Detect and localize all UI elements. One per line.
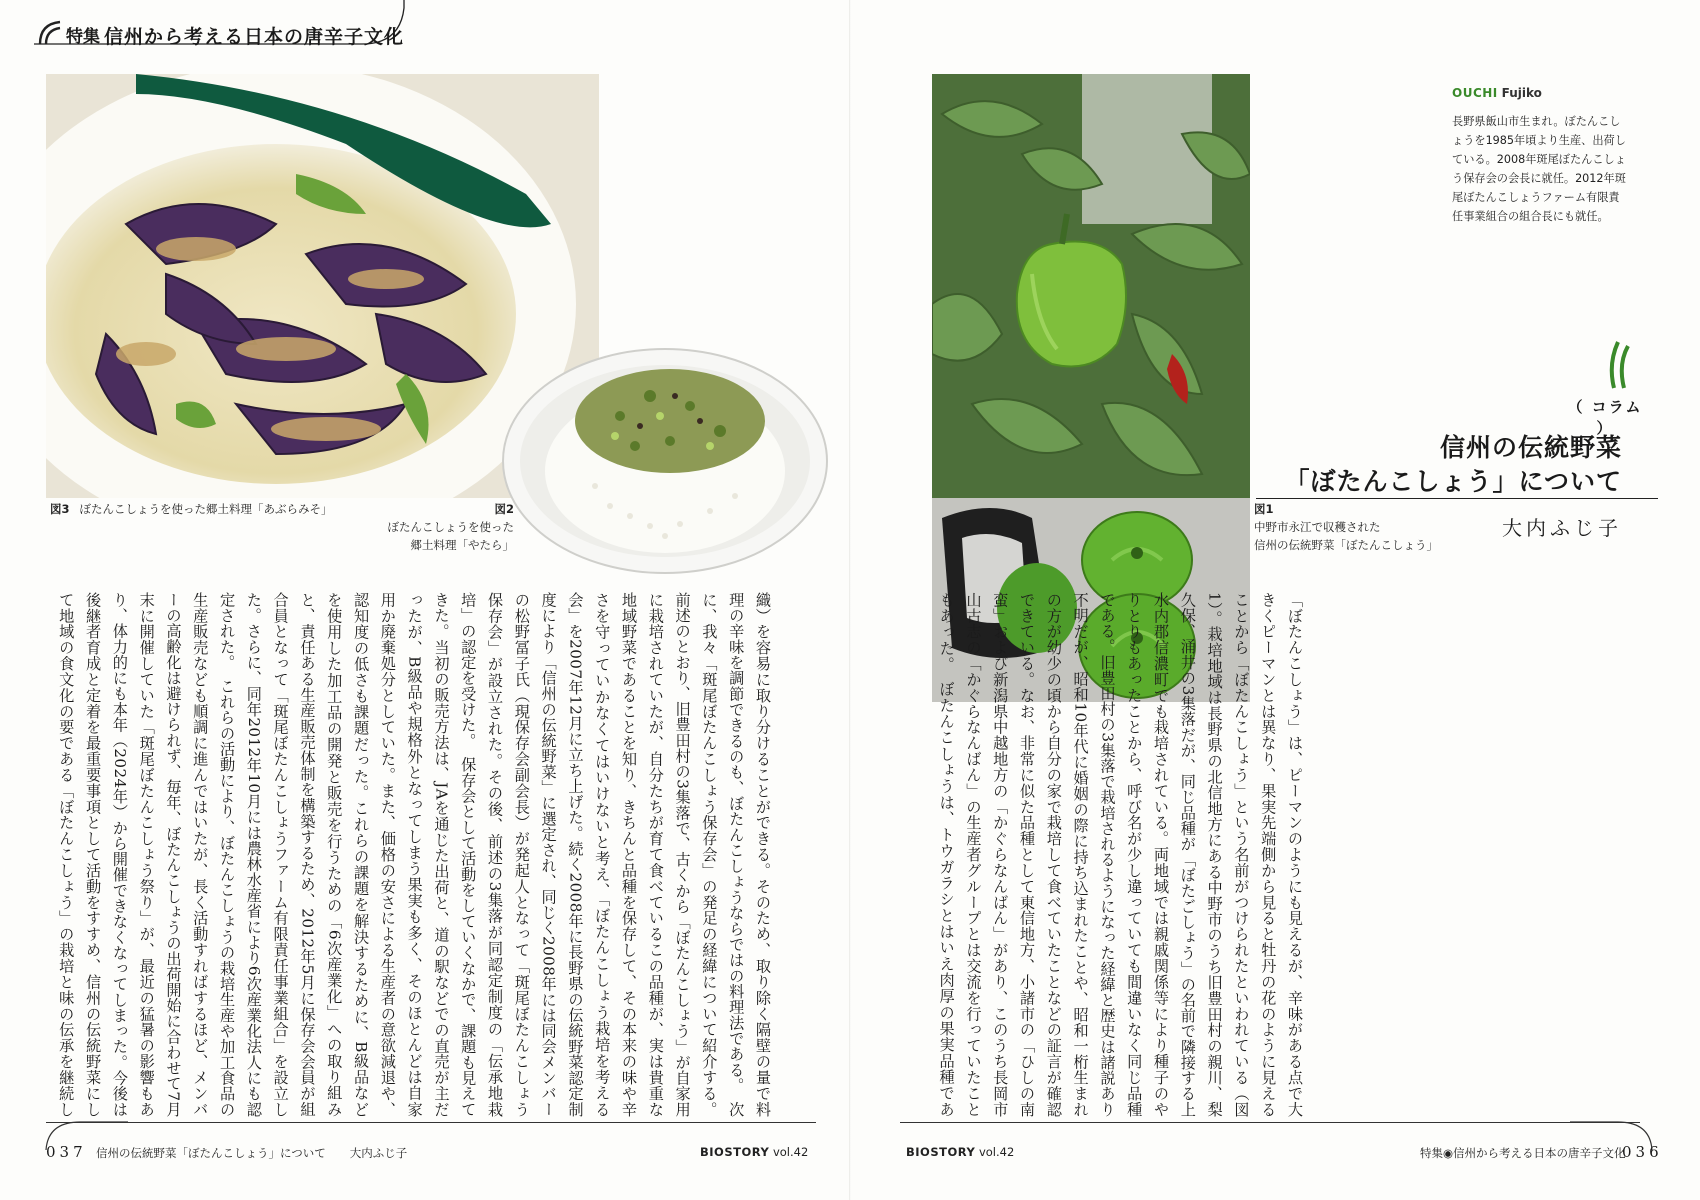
author-bio: 長野県飯山市生まれ。ぼたんこしょうを1985年頃より生産、出荷している。2008年斑尾ぼたんこしょう保存会の会長に就任。2012年斑尾ぼたんこしょうファーム有限責任事業組合の組合長にも就任。 [1452, 115, 1626, 223]
fig2-caption [386, 500, 514, 554]
header-label: 特集 [66, 27, 100, 47]
fig2-caption-line2: 郷土料理「やたら」 [410, 538, 514, 552]
brand-name-right: BIOSTORY [906, 1145, 976, 1159]
author-profile-name [1452, 86, 1542, 100]
fig3-number: 図3 [50, 502, 70, 516]
fig1-caption [1254, 500, 1438, 554]
page-number-left: 037 [46, 1143, 87, 1161]
brand-vol-right: vol.42 [978, 1145, 1015, 1159]
footer-rule-left [46, 1122, 816, 1123]
footer-article-title: 信州の伝統野菜「ぼたんこしょう」について [96, 1146, 326, 1160]
fig2-number: 図2 [494, 502, 514, 516]
fig3-caption-text: ぼたんこしょうを使った郷土料理「あぶらみそ」 [79, 502, 333, 516]
brand-vol-left: vol.42 [772, 1145, 809, 1159]
brand-name-left: BIOSTORY [700, 1145, 770, 1159]
footer-rule-right [900, 1122, 1640, 1123]
column-title-line2: 「ぼたんこしょう」について [1284, 467, 1622, 496]
column-title-rule [1256, 498, 1658, 499]
chili-swirl-icon [36, 18, 64, 46]
author-surname: OUCHI [1452, 86, 1498, 100]
footer-brand-left [700, 1145, 808, 1159]
author-given-name: Fujiko [1501, 86, 1542, 100]
fig2-caption-line1: ぼたんこしょうを使った [387, 520, 514, 534]
fig1-caption-line2: 信州の伝統野菜「ぼたんこしょう」 [1254, 538, 1438, 552]
column-title-line1: 信州の伝統野菜 [1439, 433, 1622, 462]
footer-feature-title: 特集◉信州から考える日本の唐辛子文化 [1420, 1146, 1626, 1160]
footer-brand-right [906, 1145, 1014, 1159]
column-author: 大内ふじ子 [1502, 516, 1622, 540]
fig1-caption-line1: 中野市永江で収穫された [1254, 520, 1381, 534]
page-number-right: 036 [1622, 1143, 1663, 1161]
chili-column-icon [1606, 340, 1636, 390]
pepper-plant-photo [932, 74, 1250, 498]
body-text-left-page: 織）を容易に取り分けることができる。そのため、取り除く隔壁の量で料理の辛味を調節できるのも、ぼたんこしょうならではの料理法である。 次に、我々「斑尾ぼたんこしょう保存会」の発足の経緯について紹介する。前述のとおり、旧豊田村の3集落で、古くから「ぼたんこしょう」が自家用に栽培されていたが、自分たちが育て食べているこの品種が、実は貴重な地域野菜であることを知り、きちんと品種を保存して、その本来の味や辛さを守っていかなくてはいけないと考え、「ぼたんこしょう栽培を考える会」を2007年12月に立ち上げた。続く2008年に長野県の伝統野菜認定制度により「信州の伝統野菜」に選定され、同じく2008年には同会メンバーの松野冨子氏（現保存会副会長）が発起人となって「斑尾ぼたんこしょう保存会」が設立された。その後、前述の3集落が同認定制度の「伝承地栽培」の認定を受けた。 保存会として活動をしていくなかで、課題も見えてきた。当初の販売方法は、JAを通じた出荷と、道の駅などでの直売が主だったが、B級品や規格外となってしまう果実も多く、そのほとんどは自家用か廃棄処分としていた。また、価格の安さによる生産者の意欲減退や、認知度の低さも課題だった。これらの課題を解決するために、B級品などを使用した加工品の開発と販売を行うための「6次産業化」への取り組みと、責任ある生産販売体制を構築するため、2012年5月に保存会会員が組合員となって「斑尾ぼたんこしょうファーム有限責任事業組合」を設立した。さらに、同年2012年10月には農林水産省により6次産業化法人にも認定された。 これらの活動により、ぼたんこしょうの栽培生産や加工食品の生産販売なども順調に進んではいたが、長く活動すればするほど、メンバーの高齢化は避けられず、毎年、ぼたんこしょうの出荷開始に合わせて7月末に開催していた「斑尾ぼたんこしょう祭り」が、最近の猛暑の影響もあり、体力的にも本年（2024年）から開催できなくなってしまった。今後は後継者育成と定着を最重要事項として活動をすすめ、信州の伝統野菜にして地域の食文化の要である「ぼたんこしょう」の栽培と味の伝承を継続し [57, 592, 772, 1117]
footer-article-info [96, 1145, 407, 1161]
footer-author: 大内ふじ子 [349, 1146, 408, 1160]
header-title: 信州から考える日本の唐辛子文化 [104, 26, 405, 48]
page-gutter [849, 0, 851, 1200]
fig2-photo-yatara [500, 336, 830, 576]
fig3-caption [50, 500, 333, 518]
column-label: （ コラム ） [1567, 398, 1643, 437]
body-text-right-page: 「ぼたんこしょう」は、ピーマンのようにも見えるが、辛味がある点で大きくピーマンとは異なり、果実先端側から見ると牡丹の花のように見えることから「ぼたんこしょう」という名前がつけられたといわれている（図1）。栽培地域は長野県の北信地方にある中野市のうち旧豊田村の親川、梨久保、涌井の3集落だが、同じ品種が「ぼたごしょう」の名前で隣接する上水内郡信濃町でも栽培されている。両地域では親戚関係等により種子のやりとりもあったことから、呼び名が少し違っていても間違いなく同じ品種である。旧豊田村の3集落で栽培されるようになった経緯と歴史は諸説あり不明だが、昭和10年代に婚姻の際に持ち込まれたことや、昭和一桁生まれの方が幼少の頃から自分の家で栽培して食べていたことなどの証言が確認できている。なお、非常に似た品種として東信地方、小諸市の「ひしの南蛮」および新潟県中越地方の「かぐらなんばん」があり、このうち長岡市山古志の「かぐらなんばん」の生産者グループとは交流を行っていたこともあった。 ぼたんこしょうは、トウガラシとはいえ肉厚の果実品種であ [937, 592, 1304, 1117]
fig1-number: 図1 [1254, 502, 1274, 516]
